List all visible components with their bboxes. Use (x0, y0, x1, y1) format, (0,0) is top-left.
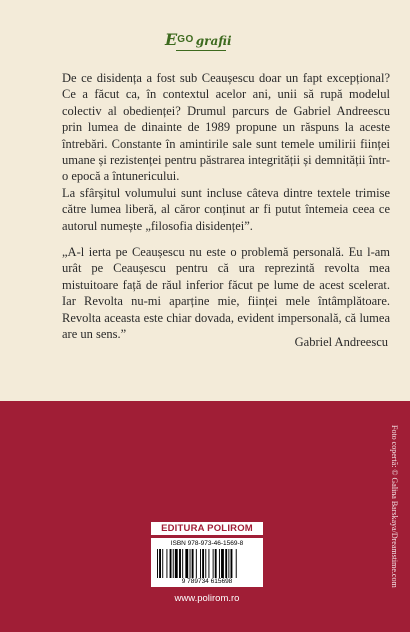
quote-author: Gabriel Andreescu (294, 335, 388, 349)
author-quote: „A-l ierta pe Ceaușescu nu este o problemă personală. Eu l-am urât pe Ceaușescu pentru că ura reprezintă revolta mea mistuitoare față de răul inferior făcut pe lume de acest scelerat. Iar Revolta nu-mi aparține mie, ființei mele întâmplătoare. Revolta aceasta este chiar dovada, evident impersonală, că lumea are un sens.” (62, 245, 390, 342)
blurb-paragraph-1: De ce disidența a fost sub Ceaușescu doar un fapt excepțional? Ce a făcut ca, în contextul acelor ani, unii să rupă modelul colectiv al obedienței? Drumul parcurs de Gabriel Andreescu prin lumea de dinainte de 1989 propune un răspuns la aceste întrebări. Constante în amintirile sale sunt temele umilirii ființei umane și rezistenței pentru păstrarea integrității și demnității într-o epocă a întunericului. (62, 71, 390, 184)
publisher-name: EDITURA POLIROM (151, 522, 263, 535)
publisher-website: www.polirom.ro (174, 593, 240, 604)
barcode-panel (151, 538, 263, 587)
isbn-number: ISBN 978-973-46-1569-8 (170, 540, 244, 547)
publisher-box (151, 522, 263, 587)
photo-credit: Foto copertă: © Galina Barskaya/Dreamstime.com (390, 425, 399, 588)
logo-underline (176, 50, 226, 51)
series-logo-letter: E (165, 30, 178, 49)
blurb-paragraph-2: La sfârșitul volumului sunt incluse câteva dintre textele trimise către lumea liberă, al căror conținut ar fi putut întemeia ceea ce autorul numește „filosofia disidenței”. (62, 185, 390, 233)
series-logo (165, 30, 232, 49)
barcode-icon (157, 549, 257, 578)
series-logo-go: GO (177, 34, 194, 45)
barcode-digits: 9 789734 615698 (181, 578, 233, 585)
series-logo-word: grafii (195, 34, 232, 48)
book-blurb (62, 70, 390, 234)
